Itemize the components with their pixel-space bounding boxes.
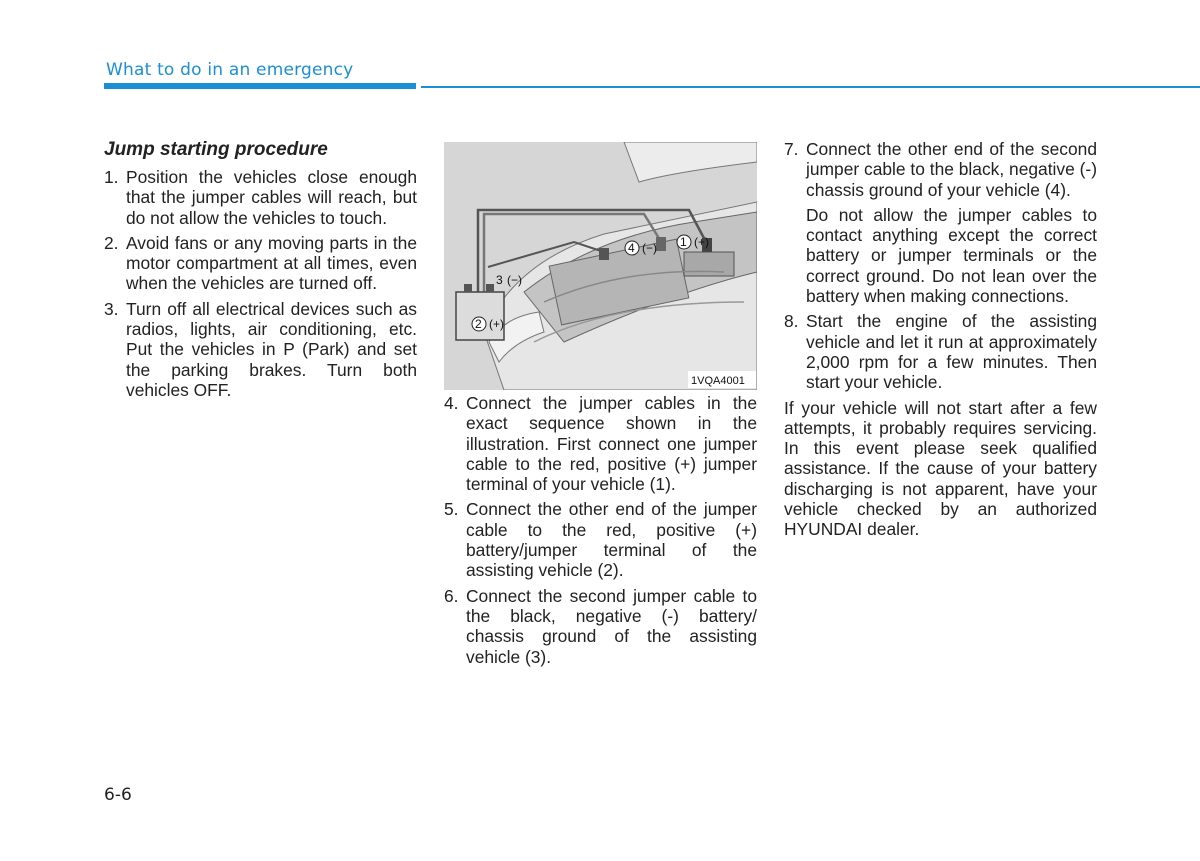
step-3 (104, 299, 417, 400)
callout-1: 1 (680, 235, 687, 249)
step-text: Connect the second jumper cable to the black, negative (-) battery/ chassis ground of the assisting vehicle (3). (466, 585, 757, 667)
callout-2-polarity: (+) (489, 317, 504, 331)
jump-start-illustration (444, 142, 757, 390)
callout-2: 2 (475, 317, 482, 331)
step-7 (784, 139, 1097, 200)
step-text: Start the engine of the assisting vehicle and let it run at approximately 2,000 rpm for a few minutes. Then start your vehicle. (806, 311, 1097, 393)
callout-4: 4 (628, 241, 635, 255)
column-left (104, 138, 417, 405)
step-text: Position the vehicles close enough that the jumper cables will reach, but do not allow the vehicles to touch. (126, 167, 417, 228)
step-number: 3. (104, 298, 119, 319)
closing-note: If your vehicle will not start after a few attempts, it probably requires servicing. In this event please seek qualified assistance. If the cause of your battery discharging is not apparent, have your vehicle checked by an authorized HYUNDAI dealer. (784, 397, 1097, 540)
step-7-caution: Do not allow the jumper cables to contact anything except the correct battery or jumper terminals or the correct ground. Do not lean over the battery when making connections. (806, 204, 1097, 307)
step-number: 4. (444, 393, 459, 413)
callout-3: 3 (496, 273, 503, 287)
callout-4-polarity: (−) (642, 241, 657, 255)
step-1 (104, 167, 417, 228)
step-text: Connect the other end of the jumper cable to the red, positive (+) battery/jumper terminal of the assisting vehicle (2). (466, 499, 757, 581)
step-text: Connect the other end of the second jumper cable to the black, negative (-) chassis ground of your vehicle (4). (806, 139, 1097, 200)
callout-3-polarity: (−) (507, 273, 522, 287)
callout-1-polarity: (+) (694, 235, 709, 249)
step-number: 8. (784, 311, 799, 332)
section-title: What to do in an emergency (106, 60, 354, 80)
page-number: 6-6 (104, 785, 132, 805)
step-number: 6. (444, 585, 459, 606)
step-number: 1. (104, 167, 119, 187)
step-number: 7. (784, 139, 799, 159)
column-middle (444, 393, 757, 672)
step-8 (784, 311, 1097, 392)
step-6 (444, 586, 757, 667)
step-text: Avoid fans or any moving parts in the motor compartment at all times, even when the vehicles are turned off. (126, 232, 417, 294)
column-right (784, 139, 1097, 540)
step-5 (444, 499, 757, 580)
header-rule-accent (104, 83, 416, 89)
step-number: 2. (104, 232, 119, 253)
step-2 (104, 233, 417, 294)
step-text: Connect the jumper cables in the exact sequence shown in the illustration. First connect one jumper cable to the red, positive (+) jumper terminal of your vehicle (1). (466, 393, 757, 495)
step-number: 5. (444, 499, 459, 520)
procedure-heading: Jump starting procedure (104, 139, 328, 160)
header-rule (421, 86, 1200, 88)
figure-code: 1VQA4001 (691, 375, 745, 387)
engine-bay-drawing (444, 142, 757, 390)
step-4 (444, 393, 757, 494)
step-text: Turn off all electrical devices such as radios, lights, air conditioning, etc. Put the vehicles in P (Park) and set the parking brakes. Turn both vehicles OFF. (126, 298, 417, 400)
